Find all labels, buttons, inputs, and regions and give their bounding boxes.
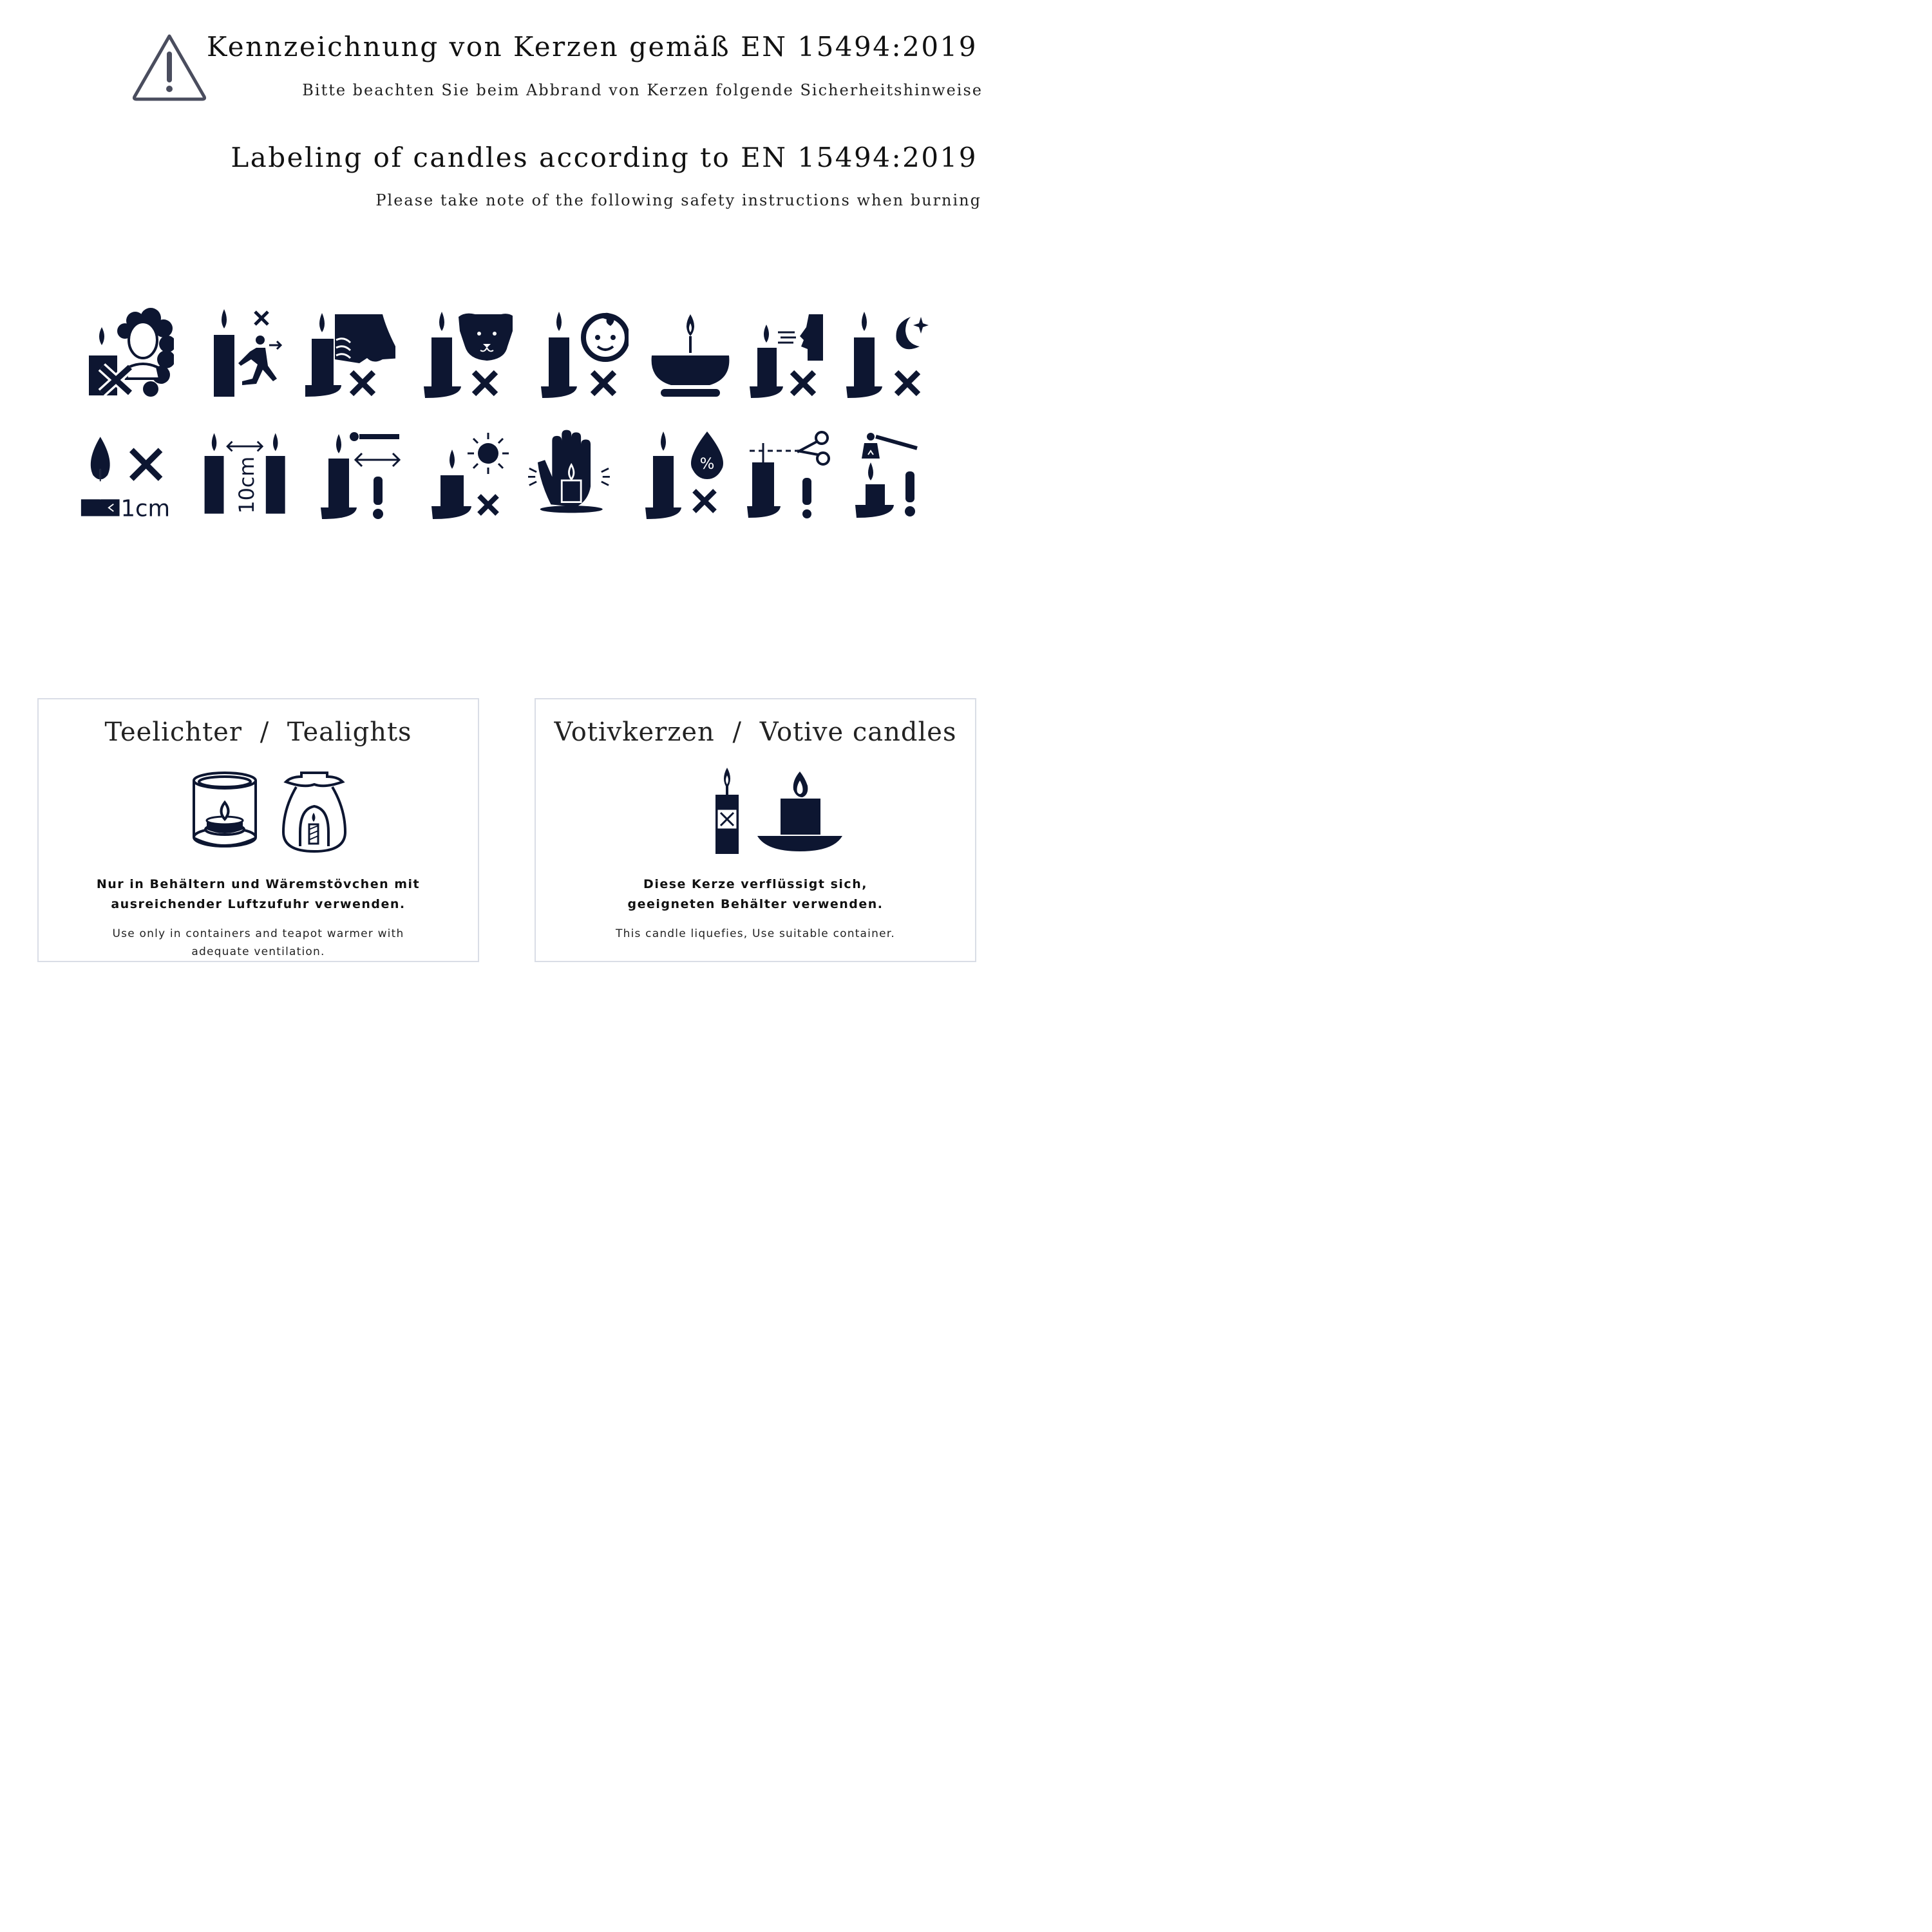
tealights-de-line1: Nur in Behältern und Wäremstövchen mit <box>96 877 421 891</box>
do-not-burn-overnight-icon <box>844 308 934 398</box>
teapot-warmer-icon <box>281 770 348 854</box>
tealights-en-line1: Use only in containers and teapot warmer with <box>112 927 404 940</box>
tealights-title-de: Teelichter <box>104 717 242 747</box>
votive-de-line2: geeigneten Behälter verwenden. <box>627 897 884 911</box>
page-title-de: Kennzeichnung von Kerzen gemäß EN 15494:2019 <box>207 31 978 62</box>
tealights-instruction-en <box>39 925 478 961</box>
title-separator: / <box>732 717 743 747</box>
do-not-blow-out-icon <box>747 308 837 398</box>
tealights-instruction-de <box>39 875 478 914</box>
percent-label: % <box>699 455 715 473</box>
1cm-label: 1cm <box>120 495 170 520</box>
votive-instruction-de <box>536 875 975 914</box>
votive-title-en: Votive candles <box>759 717 957 747</box>
votive-title-de: Votivkerzen <box>554 717 715 747</box>
10cm-label: 10cm <box>236 456 260 514</box>
never-leave-candle-unattended-icon <box>201 308 291 398</box>
tealights-card <box>37 698 479 962</box>
use-heat-resistant-holder-icon <box>648 308 738 398</box>
tealights-title-en: Tealights <box>287 717 412 747</box>
warning-triangle-icon <box>131 32 208 103</box>
tealights-en-line2: adequate ventilation. <box>191 945 325 958</box>
no-water-to-extinguish-icon <box>644 430 734 520</box>
use-snuffer-icon <box>854 429 944 519</box>
votive-candle-icon <box>714 766 741 855</box>
avoid-direct-sunlight-icon <box>430 430 520 520</box>
keep-away-from-pets-icon <box>422 308 513 398</box>
votive-candles-card <box>535 698 976 962</box>
keep-away-from-children-icon <box>538 308 629 398</box>
trim-wick-icon <box>746 429 836 519</box>
votive-title <box>536 717 975 747</box>
votive-de-line1: Diese Kerze verflüssigt sich, <box>643 877 867 891</box>
votive-en-line1: This candle liquefies, Use suitable container. <box>616 927 895 940</box>
keep-10cm-distance-icon <box>201 429 291 519</box>
page-subtitle-en: Please take note of the following safety instructions when burning <box>375 191 981 209</box>
tealights-title <box>39 717 478 747</box>
no-flammable-objects-icon <box>305 308 395 398</box>
place-on-stable-surface-icon <box>528 426 618 516</box>
keep-away-from-draft-icon <box>319 430 410 520</box>
candle-on-plate-icon <box>756 769 844 851</box>
no-hair-near-candle-icon <box>84 308 174 398</box>
page-title-en: Labeling of candles according to EN 15494:2019 <box>231 142 978 173</box>
tealights-de-line2: ausreichender Luftzufuhr verwenden. <box>111 897 406 911</box>
tealight-in-glass-icon <box>192 770 258 851</box>
extinguish-before-1cm-icon <box>80 430 170 520</box>
votive-instruction-en <box>536 925 975 943</box>
title-separator: / <box>260 717 270 747</box>
page-subtitle-de: Bitte beachten Sie beim Abbrand von Kerzen folgende Sicherheitshinweise <box>302 81 983 99</box>
